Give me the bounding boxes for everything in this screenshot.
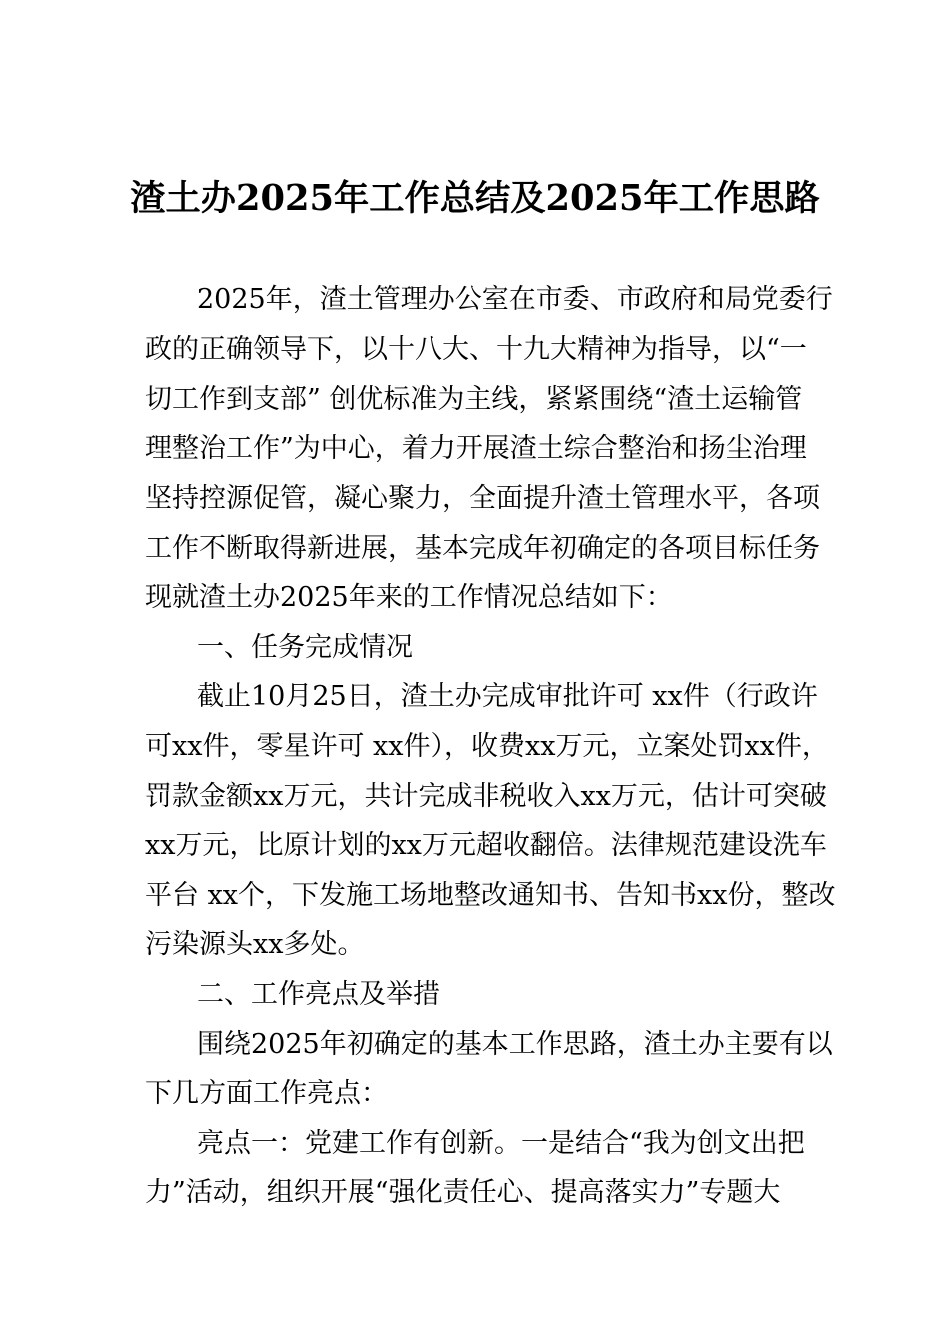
paragraph-line: 截止10月25日，渣土办完成审批许可 xx件（行政许: [197, 681, 818, 712]
paragraph-line: 力”活动，组织开展“强化责任心、提高落实力”专题大: [145, 1177, 781, 1208]
paragraph-line: 2025年，渣土管理办公室在市委、市政府和局党委行: [197, 284, 833, 315]
document-title: 渣土办2025年工作总结及2025年工作思路: [130, 178, 820, 219]
paragraph-line: 坚持控源促管，凝心聚力，全面提升渣土管理水平，各项: [145, 483, 820, 514]
paragraph-line: 亮点一：党建工作有创新。一是结合“我为创文出把: [197, 1128, 805, 1159]
paragraph-line: 切工作到支部” 创优标准为主线，紧紧围绕“渣土运输管: [145, 384, 803, 415]
section-heading: 一、任务完成情况: [197, 632, 413, 663]
paragraph-line: 现就渣土办2025年来的工作情况总结如下：: [145, 582, 673, 613]
paragraph-line: 政的正确领导下，以十八大、十九大精神为指导，以“一: [145, 334, 807, 365]
paragraph-line: 可xx件，零星许可 xx件），收费xx万元，立案处罚xx件，: [145, 731, 829, 762]
paragraph-line: 罚款金额xx万元，共计完成非税收入xx万元，估计可突破: [145, 781, 827, 812]
paragraph-line: 理整治工作”为中心，着力开展渣土综合整治和扬尘治理: [145, 433, 807, 464]
paragraph-line: 围绕2025年初确定的基本工作思路，渣土办主要有以: [197, 1029, 833, 1060]
paragraph-line: 下几方面工作亮点：: [145, 1078, 388, 1109]
paragraph-line: 平台 xx个，下发施工场地整改通知书、告知书xx份，整改: [145, 880, 836, 911]
section-heading: 二、工作亮点及举措: [197, 979, 440, 1010]
paragraph-line: 工作不断取得新进展，基本完成年初确定的各项目标任务: [145, 533, 820, 564]
paragraph-line: 污染源头xx多处。: [145, 929, 365, 960]
paragraph-line: xx万元，比原计划的xx万元超收翻倍。法律规范建设洗车: [145, 830, 827, 861]
